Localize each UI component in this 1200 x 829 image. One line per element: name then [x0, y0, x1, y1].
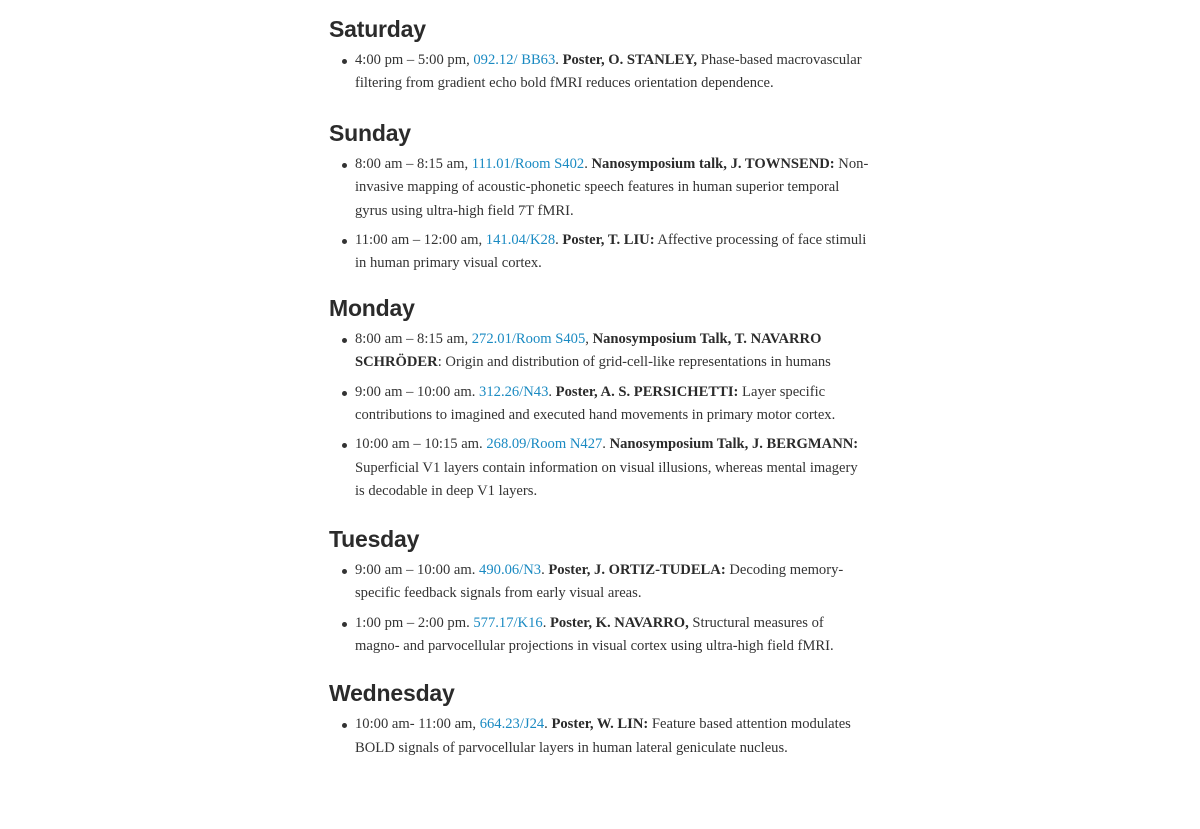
event-time: 10:00 am- 11:00 am,	[355, 716, 480, 733]
event-presenter: Poster, K. NAVARRO,	[550, 614, 689, 631]
event-separator: .	[584, 155, 592, 172]
list-item	[355, 559, 869, 606]
event-separator: .	[555, 232, 563, 249]
event-time: 8:00 am – 8:15 am,	[355, 330, 472, 347]
event-abstract-link[interactable]: 141.04/K28	[485, 232, 556, 249]
event-separator: .	[542, 614, 550, 631]
event-presenter: Poster, A. S. PERSICHETTI:	[555, 383, 739, 400]
event-list	[329, 328, 869, 504]
list-item	[355, 49, 869, 96]
event-time: 11:00 am – 12:00 am,	[355, 232, 486, 249]
event-description: Superficial V1 layers contain information on visual illusions, whereas mental imagery is decodable in deep V1 layers.	[355, 459, 858, 500]
day-section-tuesday	[329, 525, 869, 659]
list-item	[355, 229, 869, 276]
list-item	[355, 713, 869, 760]
event-presenter: Poster, O. STANLEY,	[562, 52, 698, 68]
event-list	[329, 559, 869, 659]
event-abstract-link[interactable]: 111.01/Room S402	[471, 155, 585, 172]
event-abstract-link[interactable]: 272.01/Room S405	[471, 330, 586, 347]
event-abstract-link[interactable]: 268.09/Room N427	[486, 436, 603, 453]
event-description: Layer specific contributions to imagined and executed hand movements in primary motor cortex.	[355, 383, 836, 424]
list-item	[355, 328, 869, 375]
list-item	[355, 433, 869, 503]
event-abstract-link[interactable]: 092.12/ BB63	[473, 52, 556, 68]
day-section-wednesday	[329, 679, 869, 760]
event-separator: .	[544, 716, 552, 733]
event-time: 10:00 am – 10:15 am.	[355, 436, 487, 453]
day-section-monday	[329, 294, 869, 504]
event-abstract-link[interactable]: 312.26/N43	[479, 383, 549, 400]
event-list	[329, 713, 869, 760]
day-heading: Saturday	[329, 16, 426, 42]
event-separator: .	[548, 383, 556, 400]
day-heading: Sunday	[329, 119, 411, 146]
event-description: Affective processing of face stimuli in human primary visual cortex.	[355, 232, 867, 272]
event-description: : Origin and distribution of grid-cell-like representations in humans	[437, 354, 831, 371]
list-item	[355, 381, 869, 428]
event-time: 1:00 pm – 2:00 pm.	[355, 614, 474, 631]
event-presenter: Nanosymposium talk, J. TOWNSEND:	[591, 155, 835, 172]
event-time: 9:00 am – 10:00 am.	[355, 561, 480, 578]
event-presenter: Poster, J. ORTIZ-TUDELA:	[548, 561, 726, 578]
event-presenter: Nanosymposium Talk, J. BERGMANN:	[609, 436, 859, 453]
event-description: Structural measures of magno- and parvocellular projections in visual cortex using ultra-high field fMRI.	[355, 614, 834, 654]
event-time: 8:00 am – 8:15 am,	[355, 155, 472, 172]
day-section-sunday	[329, 119, 869, 276]
event-time: 4:00 pm – 5:00 pm,	[355, 52, 474, 68]
event-presenter: Poster, T. LIU:	[562, 232, 655, 249]
day-section-saturday	[329, 15, 869, 96]
event-description: Phase-based macrovascular filtering from gradient echo bold fMRI reduces orientation dependence.	[355, 52, 862, 92]
event-abstract-link[interactable]: 577.17/K16	[473, 614, 543, 631]
event-separator: ,	[585, 330, 593, 347]
event-description: Non-invasive mapping of acoustic-phonetic speech features in human superior temporal gyrus using ultra-high field 7T fMRI.	[355, 155, 869, 219]
day-heading: Monday	[329, 294, 415, 321]
event-description: Decoding memory-specific feedback signals from early visual areas.	[355, 561, 844, 602]
schedule-content	[329, 0, 869, 766]
event-abstract-link[interactable]: 490.06/N3	[479, 561, 542, 578]
event-separator: .	[602, 436, 610, 453]
event-description: Feature based attention modulates BOLD signals of parvocellular layers in human lateral geniculate nucleus.	[355, 716, 851, 756]
event-time: 9:00 am – 10:00 am.	[355, 383, 480, 400]
day-heading: Wednesday	[329, 680, 455, 707]
event-presenter: Poster, W. LIN:	[551, 716, 649, 733]
day-heading: Tuesday	[329, 525, 420, 552]
event-abstract-link[interactable]: 664.23/J24	[479, 716, 545, 733]
event-list	[329, 153, 869, 276]
event-list	[329, 49, 869, 96]
event-separator: .	[541, 561, 549, 578]
event-presenter: Nanosymposium Talk, T. NAVARRO SCHRÖDER	[355, 330, 822, 371]
list-item	[355, 612, 869, 659]
event-separator: .	[555, 52, 563, 68]
list-item	[355, 153, 869, 223]
